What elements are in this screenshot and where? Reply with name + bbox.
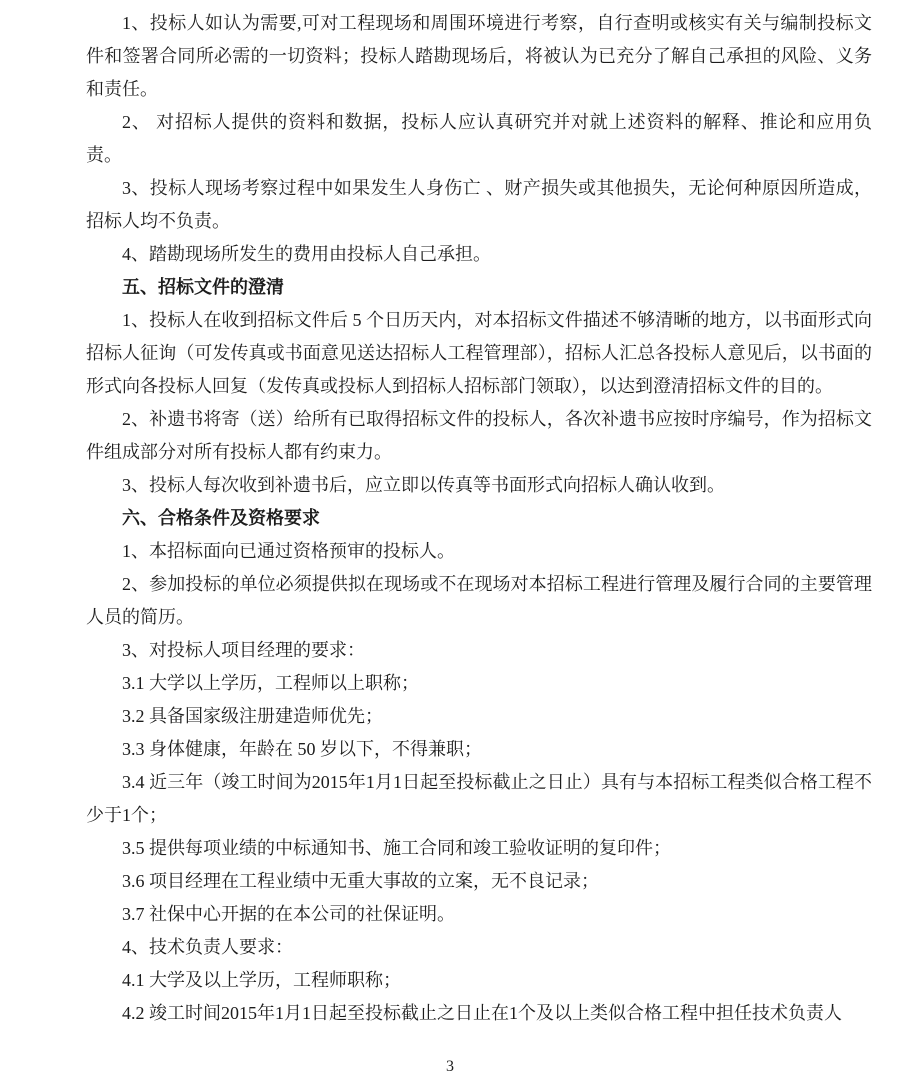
paragraph: 2、参加投标的单位必须提供拟在现场或不在现场对本招标工程进行管理及履行合同的主要管理人员的简历。: [86, 574, 872, 627]
paragraph: 3.1 大学以上学历，工程师以上职称；: [122, 673, 419, 693]
paragraph: 4.2 竣工时间2015年1月1日起至投标截止之日止在1个及以上类似合格工程中担任技术负责人: [122, 1003, 842, 1023]
paragraph: 4.1 大学及以上学历，工程师职称；: [122, 970, 401, 990]
page-number: 3: [446, 1058, 454, 1075]
paragraph: 2、补遗书将寄（送）给所有已取得招标文件的投标人，各次补遗书应按时序编号，作为招标文件组成部分对所有投标人都有约束力。: [86, 409, 872, 462]
paragraph: 4、踏勘现场所发生的费用由投标人自己承担。: [122, 244, 491, 264]
document-body: [86, 7, 872, 1030]
paragraph: 3.2 具备国家级注册建造师优先；: [122, 706, 383, 726]
section-heading: 五、招标文件的澄清: [122, 277, 284, 297]
paragraph: 4、技术负责人要求：: [122, 937, 293, 957]
paragraph: 3、对投标人项目经理的要求：: [122, 640, 365, 660]
paragraph: 3.3 身体健康，年龄在 50 岁以下，不得兼职；: [122, 739, 482, 759]
paragraph: 3.6 项目经理在工程业绩中无重大事故的立案，无不良记录；: [122, 871, 599, 891]
paragraph: 3、投标人每次收到补遗书后，应立即以传真等书面形式向招标人确认收到。: [122, 475, 725, 495]
paragraph: 1、投标人在收到招标文件后 5 个日历天内，对本招标文件描述不够清晰的地方，以书面形式向招标人征询（可发传真或书面意见送达招标人工程管理部），招标人汇总各投标人意见后，以书面的形式向各投标人回复（发传真或投标人到招标人招标部门领取），以达到澄清招标文件的目的。: [86, 310, 872, 396]
paragraph: 3、投标人现场考察过程中如果发生人身伤亡 、财产损失或其他损失，无论何种原因所造成，招标人均不负责。: [86, 178, 872, 231]
paragraph: 1、本招标面向已通过资格预审的投标人。: [122, 541, 455, 561]
paragraph: 3.4 近三年（竣工时间为2015年1月1日起至投标截止之日止）具有与本招标工程类似合格工程不少于1个；: [86, 772, 872, 825]
page-footer: [0, 1056, 900, 1078]
paragraph: 1、投标人如认为需要,可对工程现场和周围环境进行考察，自行查明或核实有关与编制投标文件和签署合同所必需的一切资料；投标人踏勘现场后，将被认为已充分了解自己承担的风险、义务和责任。: [86, 13, 872, 99]
paragraph: 3.7 社保中心开据的在本公司的社保证明。: [122, 904, 455, 924]
paragraph: 3.5 提供每项业绩的中标通知书、施工合同和竣工验收证明的复印件；: [122, 838, 671, 858]
section-heading: 六、合格条件及资格要求: [122, 508, 320, 528]
paragraph: 2、 对招标人提供的资料和数据，投标人应认真研究并对就上述资料的解释、推论和应用负责。: [86, 112, 872, 165]
